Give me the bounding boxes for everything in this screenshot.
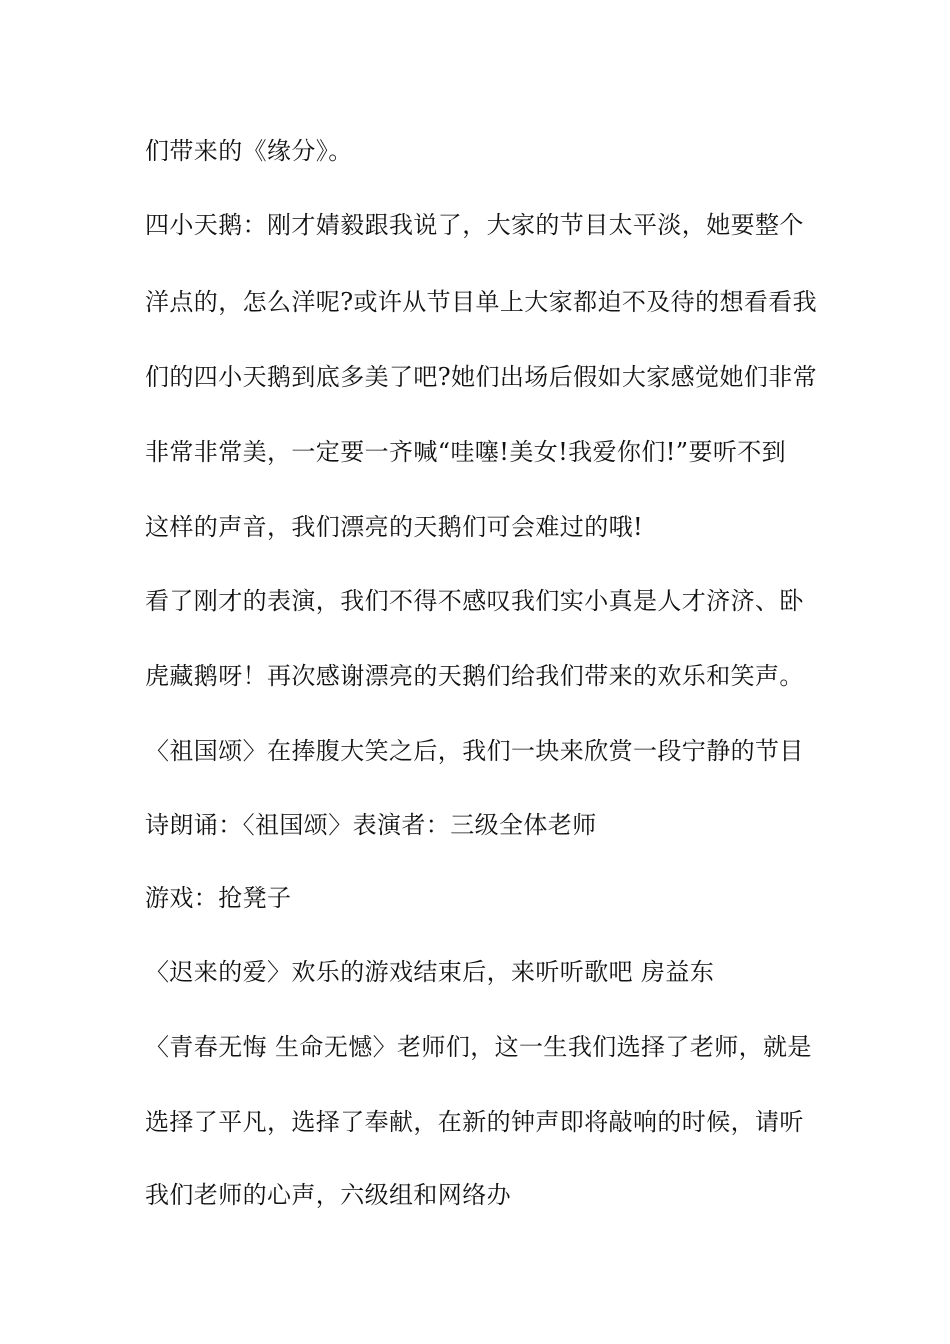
text-line-3: 洋点的，怎么洋呢?或许从节目单上大家都迫不及待的想看看我 [145, 288, 818, 316]
text-line-8: 虎藏鹅呀！再次感谢漂亮的天鹅们给我们带来的欢乐和笑声。 [145, 662, 804, 690]
text-line-9: 〈祖国颂〉在捧腹大笑之后，我们一块来欣赏一段宁静的节目 [145, 737, 804, 765]
text-line-13: 〈青春无悔 生命无憾〉老师们，这一生我们选择了老师，就是 [145, 1033, 812, 1061]
text-line-11: 游戏：抢凳子 [145, 884, 292, 912]
text-line-2: 四小天鹅：刚才婧毅跟我说了，大家的节目太平淡，她要整个 [145, 211, 804, 239]
text-line-15: 我们老师的心声，六级组和网络办 [145, 1181, 511, 1209]
text-line-6: 这样的声音，我们漂亮的天鹅们可会难过的哦! [145, 513, 644, 541]
text-line-5: 非常非常美，一定要一齐喊“哇噻!美女!我爱你们!”要听不到 [145, 438, 787, 466]
text-line-14: 选择了平凡，选择了奉献，在新的钟声即将敲响的时候，请听 [145, 1108, 804, 1136]
text-line-4: 们的四小天鹅到底多美了吧?她们出场后假如大家感觉她们非常 [145, 363, 818, 391]
text-line-1: 们带来的《缘分》。 [145, 137, 353, 165]
text-line-10: 诗朗诵：〈祖国颂〉表演者：三级全体老师 [145, 811, 597, 839]
text-line-7: 看了刚才的表演，我们不得不感叹我们实小真是人才济济、卧 [145, 587, 804, 615]
text-line-12: 〈迟来的爱〉欢乐的游戏结束后，来听听歌吧 房益东 [145, 958, 715, 986]
